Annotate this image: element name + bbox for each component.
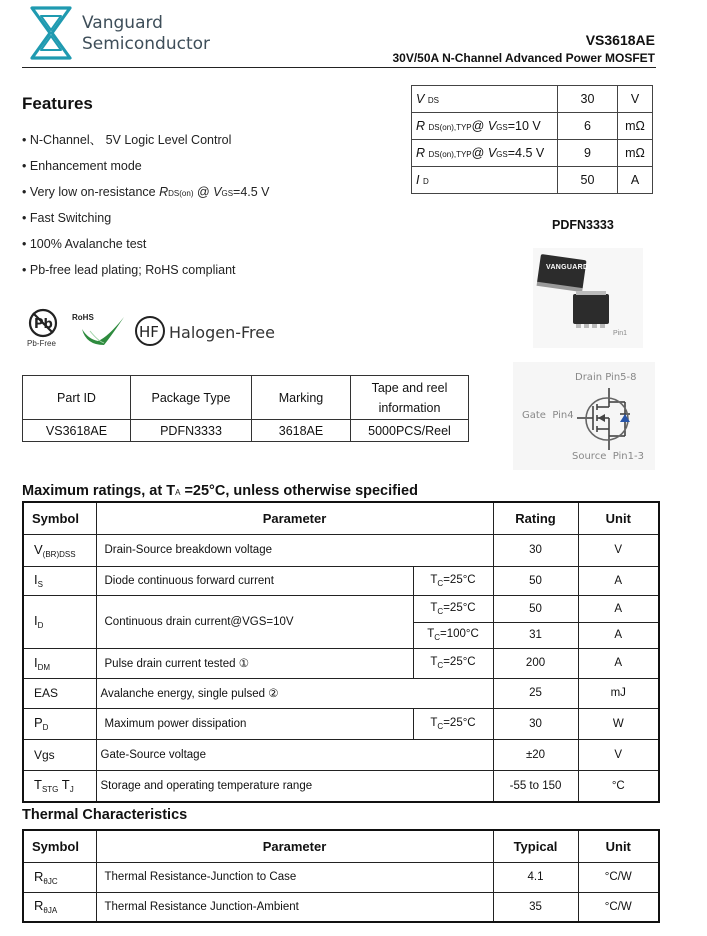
svg-text:Pb: Pb (34, 317, 53, 332)
company-name-line2: Semiconductor (82, 34, 211, 54)
spec-row: R DS(on),TYP@ VGS=10 V 6 mΩ (412, 113, 653, 140)
gate-label: Gate Pin4 (522, 410, 574, 421)
ordering-header: Part ID (23, 376, 131, 420)
thermal-title: Thermal Characteristics (22, 807, 188, 823)
spec-row: I D 50 A (412, 167, 653, 194)
ordering-header: Package Type (131, 376, 252, 420)
pin1-label: Pin1 (613, 330, 628, 337)
features-list (22, 132, 392, 288)
ordering-table (22, 375, 469, 442)
halogen-free-label: Halogen-Free (169, 323, 275, 342)
company-name-line1: Vanguard (82, 13, 163, 33)
pb-free-icon (30, 310, 56, 336)
table-row: $R_{\theta JC}$ Thermal Resistance-Junction to Case 4.1 °C/W (23, 862, 659, 892)
company-name (82, 13, 210, 55)
ordering-cell: 3618AE (252, 420, 351, 442)
feature-item: • Fast Switching (22, 210, 392, 236)
part-number: VS3618AE (585, 32, 655, 48)
package-name: PDFN3333 (552, 218, 614, 232)
features-title: Features (22, 94, 93, 113)
mosfet-symbol-icon (575, 388, 645, 450)
max-ratings-header-row (23, 502, 659, 534)
ordering-cell: 5000PCS/Reel (351, 420, 469, 442)
table-header: Symbol (23, 502, 96, 534)
thermal-table (22, 829, 660, 923)
feature-item: • N-Channel、 5V Logic Level Control (22, 132, 392, 158)
drain-label: Drain Pin5-8 (575, 372, 637, 383)
source-label: Source Pin1-3 (572, 451, 644, 462)
table-row: $I_{DM}$ Pulse drain current tested ① $T_C=25^\circ C$ 200 A (23, 648, 659, 678)
table-header: Parameter (96, 502, 493, 534)
table-row: $I_S$ Diode continuous forward current $T_C=25^\circ C$ 50 A (23, 566, 659, 595)
table-row: $P_D$ Maximum power dissipation $T_C=25^\circ C$ 30 W (23, 708, 659, 739)
ordering-header-row (23, 376, 469, 420)
table-row: Vgs Gate-Source voltage ±20 V (23, 739, 659, 770)
svg-text:HF: HF (139, 323, 159, 341)
ordering-header: Marking (252, 376, 351, 420)
table-row: $T_C=100^\circ C$ 31 A (23, 622, 659, 648)
table-row: $R_{\theta JA}$ Thermal Resistance Junction-Ambient 35 °C/W (23, 892, 659, 922)
chip-marking: VANGUARD (546, 264, 589, 271)
table-row: $I_D$ Continuous drain current@VGS=10V $T_C=25^\circ C$ 50 A (23, 595, 659, 622)
feature-item: • Enhancement mode (22, 158, 392, 184)
table-row: $T_{STG}$ $T_J$ Storage and operating temperature range -55 to 150 °C (23, 770, 659, 802)
table-row: $V_{(BR)DSS}$ Drain-Source breakdown voltage 30 V (23, 534, 659, 566)
table-header: Unit (578, 830, 659, 862)
rohs-label: RoHS (72, 313, 94, 322)
ordering-cell: VS3618AE (23, 420, 131, 442)
key-spec-table (411, 85, 653, 194)
table-header: Typical (493, 830, 578, 862)
document-subtitle: 30V/50A N-Channel Advanced Power MOSFET (392, 51, 655, 65)
table-header: Symbol (23, 830, 96, 862)
table-header: Parameter (96, 830, 493, 862)
spec-row: R DS(on),TYP@ VGS=4.5 V 9 mΩ (412, 140, 653, 167)
ordering-cell: PDFN3333 (131, 420, 252, 442)
halogen-free-icon (136, 317, 164, 345)
header-divider (22, 67, 656, 68)
ordering-header: Tape and reel information (351, 376, 469, 420)
thermal-header-row (23, 830, 659, 862)
feature-item: • Pb-free lead plating; RoHS compliant (22, 262, 392, 288)
max-ratings-title: Maximum ratings, at TA =25°C, unless otherwise specified (22, 483, 418, 499)
ordering-row (23, 420, 469, 442)
table-row: EAS Avalanche energy, single pulsed ② 25 mJ (23, 678, 659, 708)
feature-item: • 100% Avalanche test (22, 236, 392, 262)
company-logo-icon (26, 4, 76, 62)
spec-row: V DS 30 V (412, 86, 653, 113)
table-header: Rating (493, 502, 578, 534)
table-header: Unit (578, 502, 659, 534)
max-ratings-table (22, 501, 660, 803)
pb-free-label: Pb-Free (27, 339, 56, 348)
feature-item: • Very low on-resistance RDS(on) @ VGS=4.5 V (22, 184, 392, 210)
